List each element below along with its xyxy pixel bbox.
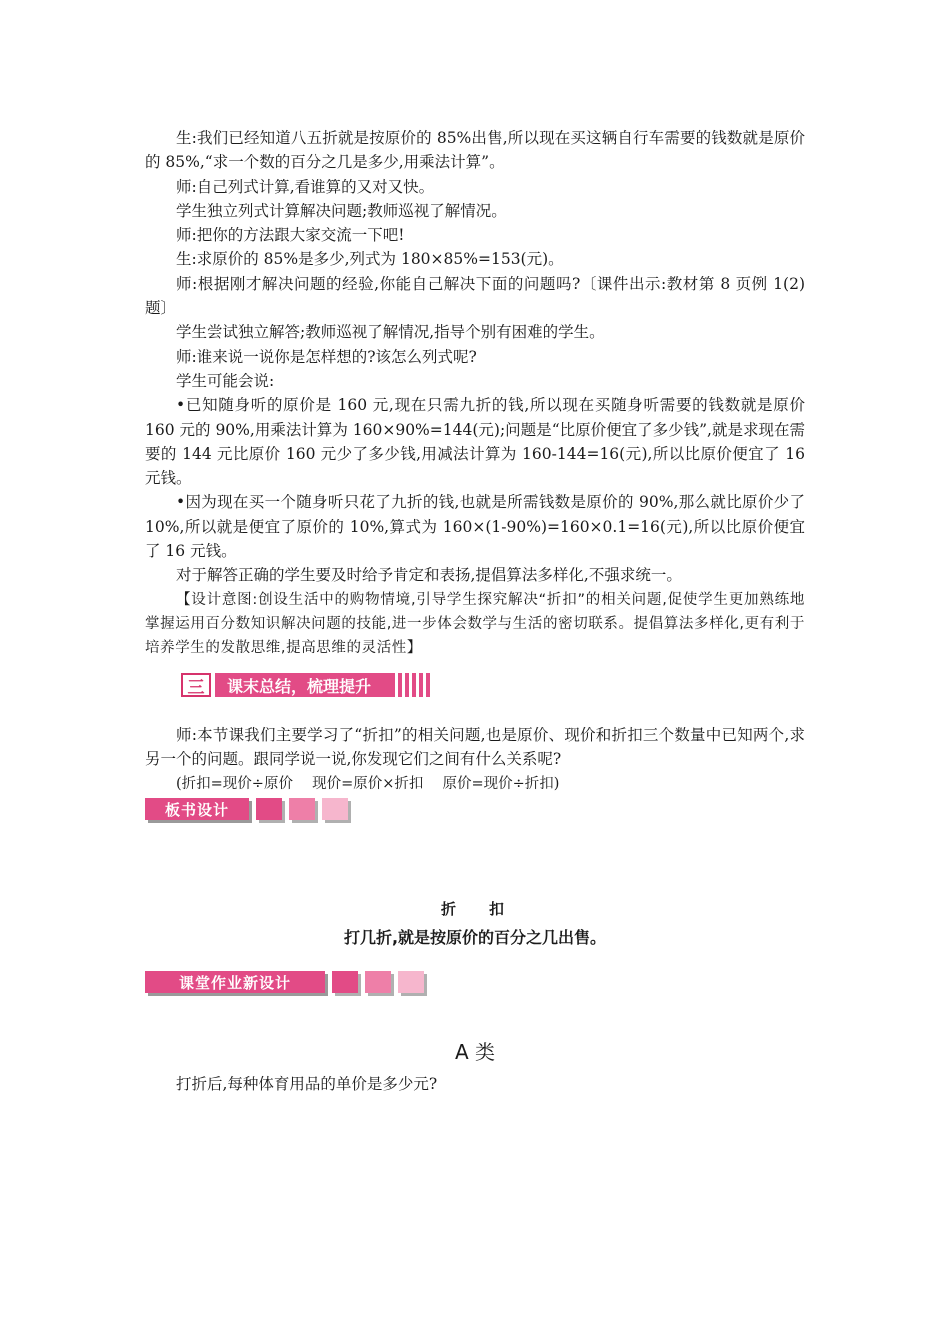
decorative-square (322, 798, 348, 820)
paragraph: 学生独立列式计算解决问题;教师巡视了解情况。 (176, 201, 507, 220)
decorative-square (332, 971, 358, 993)
decorative-square (398, 971, 424, 993)
paragraph: 对于解答正确的学生要及时给予肯定和表扬,提倡算法多样化,不强求统一。 (176, 566, 682, 585)
paragraph: 生:求原价的 85%是多少,列式为 180×85%=153(元)。 (176, 250, 564, 269)
board-label-text: 板书设计 (145, 798, 249, 820)
paragraph: 师:谁来说一说你是怎样想的?该怎么列式呢? (176, 347, 477, 366)
section-number: 三 (181, 673, 211, 697)
decorative-square (289, 798, 315, 820)
bullet-paragraph: •已知随身听的原价是 160 元,现在只需九折的钱,所以现在买随身听需要的钱数就是原价 160 元的 90%,用乘法计算为 160×90%=144(元);问题是“比原价便宜了多少钱”,就是求现在需要的 144 元比原价 160 元少了多少钱,用减法计算为 160-144=16(元),所以比原价便宜了 16 元钱。 (145, 396, 805, 488)
section-title: 课末总结，梳理提升 (215, 673, 395, 697)
paragraph: 师:根据刚才解决问题的经验,你能自己解决下面的问题吗?〔课件出示:教材第 8 页例 1(2)题〕 (145, 274, 805, 318)
lesson-body (145, 126, 805, 661)
decorative-square (256, 798, 282, 820)
paragraph: 师:把你的方法跟大家交流一下吧! (176, 226, 405, 245)
board-rule: 打几折,就是按原价的百分之几出售。 (343, 928, 607, 947)
section-heading-three (181, 672, 433, 698)
paragraph: 学生尝试独立解答;教师巡视了解情况,指导个别有困难的学生。 (176, 323, 605, 342)
homework-label-text: 课堂作业新设计 (145, 971, 325, 993)
paragraph: 生:我们已经知道八五折就是按原价的 85%出售,所以现在买这辆自行车需要的钱数就是原价的 85%,“求一个数的百分之几是多少,用乘法计算”。 (145, 129, 805, 172)
board-title: 折扣 (441, 900, 538, 918)
paragraph: 学生可能会说: (176, 371, 275, 390)
formula-line: (折扣=现价÷原价 现价=原价×折扣 原价=现价÷折扣) (176, 775, 560, 792)
bullet-paragraph: •因为现在买一个随身听只花了九折的钱,也就是所需钱数是原价的 90%,那么就比原价少了 10%,所以就是便宜了原价的 10%,算式为 160×(1-90%)=160×0.1=16(元),所以比原价便宜了 16 元钱。 (145, 493, 805, 561)
decorative-stripes (398, 673, 433, 697)
level-title: A 类 (454, 1040, 496, 1064)
summary-paragraph: 师:本节课我们主要学习了“折扣”的相关问题,也是原价、现价和折扣三个数量中已知两个,求另一个的问题。跟同学说一说,你发现它们之间有什么关系呢? (145, 726, 805, 769)
decorative-square (365, 971, 391, 993)
homework-question: 打折后,每种体育用品的单价是多少元? (176, 1075, 438, 1093)
homework-label (145, 971, 424, 993)
paragraph: 师:自己列式计算,看谁算的又对又快。 (176, 177, 435, 196)
design-intent: 【设计意图:创设生活中的购物情境,引导学生探究解决“折扣”的相关问题,促使学生更加熟练地掌握运用百分数知识解决问题的技能,进一步体会数学与生活的密切联系。提倡算法多样化,更有利于培养学生的发散思维,提高思维的灵活性】 (145, 591, 805, 657)
board-design-label (145, 798, 348, 820)
summary-body (145, 723, 805, 796)
